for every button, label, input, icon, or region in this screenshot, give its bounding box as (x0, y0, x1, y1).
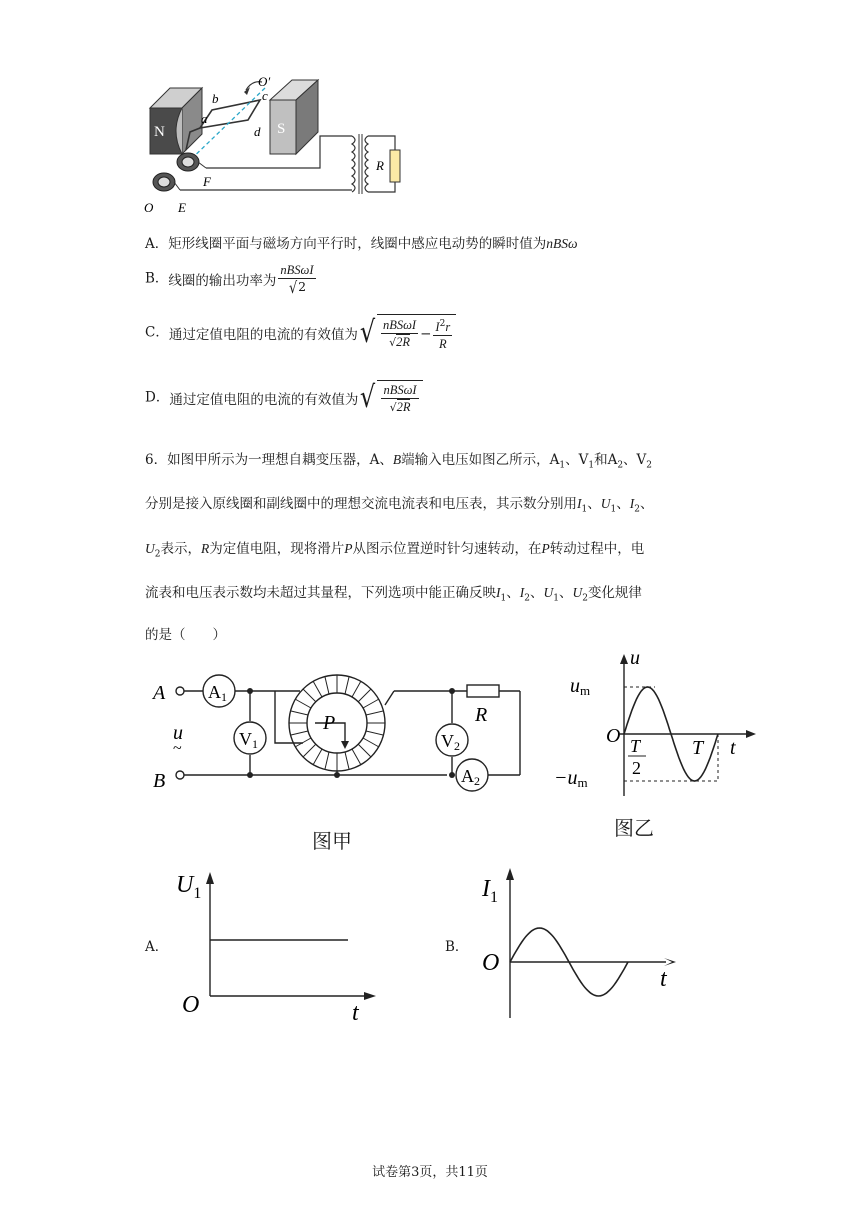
generator-figure (140, 70, 420, 218)
svg-text:t: t (730, 737, 736, 759)
label-O: O (144, 200, 154, 215)
svg-text:V2: V2 (441, 731, 460, 753)
svg-text:O: O (606, 725, 621, 747)
svg-text:U1: $U_1$ (176, 872, 202, 902)
q5-option-C[interactable]: C．通过定值电阻的电流的有效值为√ $\frac{\text{nBSωI}}{√2R}$ − $\frac{I^2r}{R}$ (145, 314, 456, 352)
svg-text:V1: V1 (239, 729, 258, 751)
svg-text:u: u (630, 650, 640, 669)
label-N: N (154, 124, 165, 140)
label-a: a (201, 111, 208, 126)
svg-text:O: O (482, 950, 500, 976)
terminal-B-label: B (153, 770, 166, 792)
input-u-label: u (173, 722, 183, 744)
svg-text:O: O (182, 992, 200, 1018)
label-F: F (203, 174, 211, 189)
caption-jia: 图甲 (312, 829, 352, 853)
slider-P-label: P (323, 712, 336, 734)
terminal-A-label: A (153, 682, 166, 704)
svg-text:A1: A1 (208, 682, 227, 704)
q5-option-A[interactable]: A．矩形线圈平面与磁场方向平行时，线圈中感应电动势的瞬时值为nBSω (145, 236, 578, 252)
label-c: c (262, 88, 268, 103)
sqrt-content: $\frac{\text{nBSωI}}{√2R}$ (377, 380, 422, 416)
ac-symbol: ~ (173, 740, 182, 757)
q5-option-D[interactable]: D．通过定值电阻的电流的有效值为√ $\frac{\text{nBSωI}}{√2R}$ (145, 380, 423, 416)
sqrt-sign: √ (359, 315, 376, 351)
q6-line-4: 流表和电压表示数均未超过其量程，下列选项中能正确反映$I_1$、$I_2$、$U_1$、$U_2$变化规律 (145, 585, 642, 604)
q6-option-A-graph (170, 868, 380, 1028)
q6-line-3: $U_2$表示，R为定值电阻，现将滑片P从图示位置逆时针匀速转动，在P转动过程中，电 (145, 541, 645, 560)
resistor-R-label: R (475, 704, 488, 726)
q6-line-5: 的是（ ） (145, 627, 226, 643)
label-S: S (277, 121, 286, 137)
svg-text:2: 2 (632, 758, 641, 778)
q6-option-A-letter[interactable]: A． (145, 939, 169, 955)
q6-line-1: 6．如图甲所示为一理想自耦变压器，A、B端输入电压如图乙所示，$A_1$、$V_1$和$A_2$、$V_2$ (145, 452, 653, 471)
svg-text:T: T (692, 737, 704, 759)
svg-text:t: t (352, 1000, 359, 1026)
q6-option-B-letter[interactable]: B． (445, 939, 469, 955)
label-R: R (376, 158, 384, 173)
fraction: $\frac{\text{nBSωI}}{√2}$ (280, 263, 314, 297)
page-footer: 试卷第3页，共11页 (372, 1165, 488, 1180)
label-O-prime: O′ (258, 74, 271, 89)
sine-figure-yi (550, 650, 760, 810)
svg-text:um: um (570, 675, 591, 698)
label-d: d (254, 124, 261, 139)
svg-text:t: t (660, 966, 667, 992)
svg-text:I1: $I_1$ (482, 876, 498, 906)
svg-text:A2: A2 (461, 766, 480, 788)
q6-option-B-graph (476, 862, 686, 1022)
caption-yi: 图乙 (614, 816, 654, 840)
label-E: E (178, 200, 186, 215)
svg-text:−um: −um (554, 767, 588, 790)
q5-option-B[interactable]: B．线圈的输出功率为 $\frac{\text{nBSωI}}{√2}$ (145, 263, 314, 297)
circuit-figure-jia (145, 655, 530, 805)
q6-line-2: 分别是接入原线圈和副线圈中的理想交流电流表和电压表，其示数分别用$I_1$、$U_1$、$I_2$、 (145, 496, 654, 515)
sqrt-sign: √ (360, 380, 376, 415)
sqrt-content: $\frac{\text{nBSωI}}{√2R}$ − $\frac{I^2r}{R}$ (377, 314, 456, 352)
svg-text:T: T (630, 736, 641, 756)
label-b: b (212, 91, 219, 106)
